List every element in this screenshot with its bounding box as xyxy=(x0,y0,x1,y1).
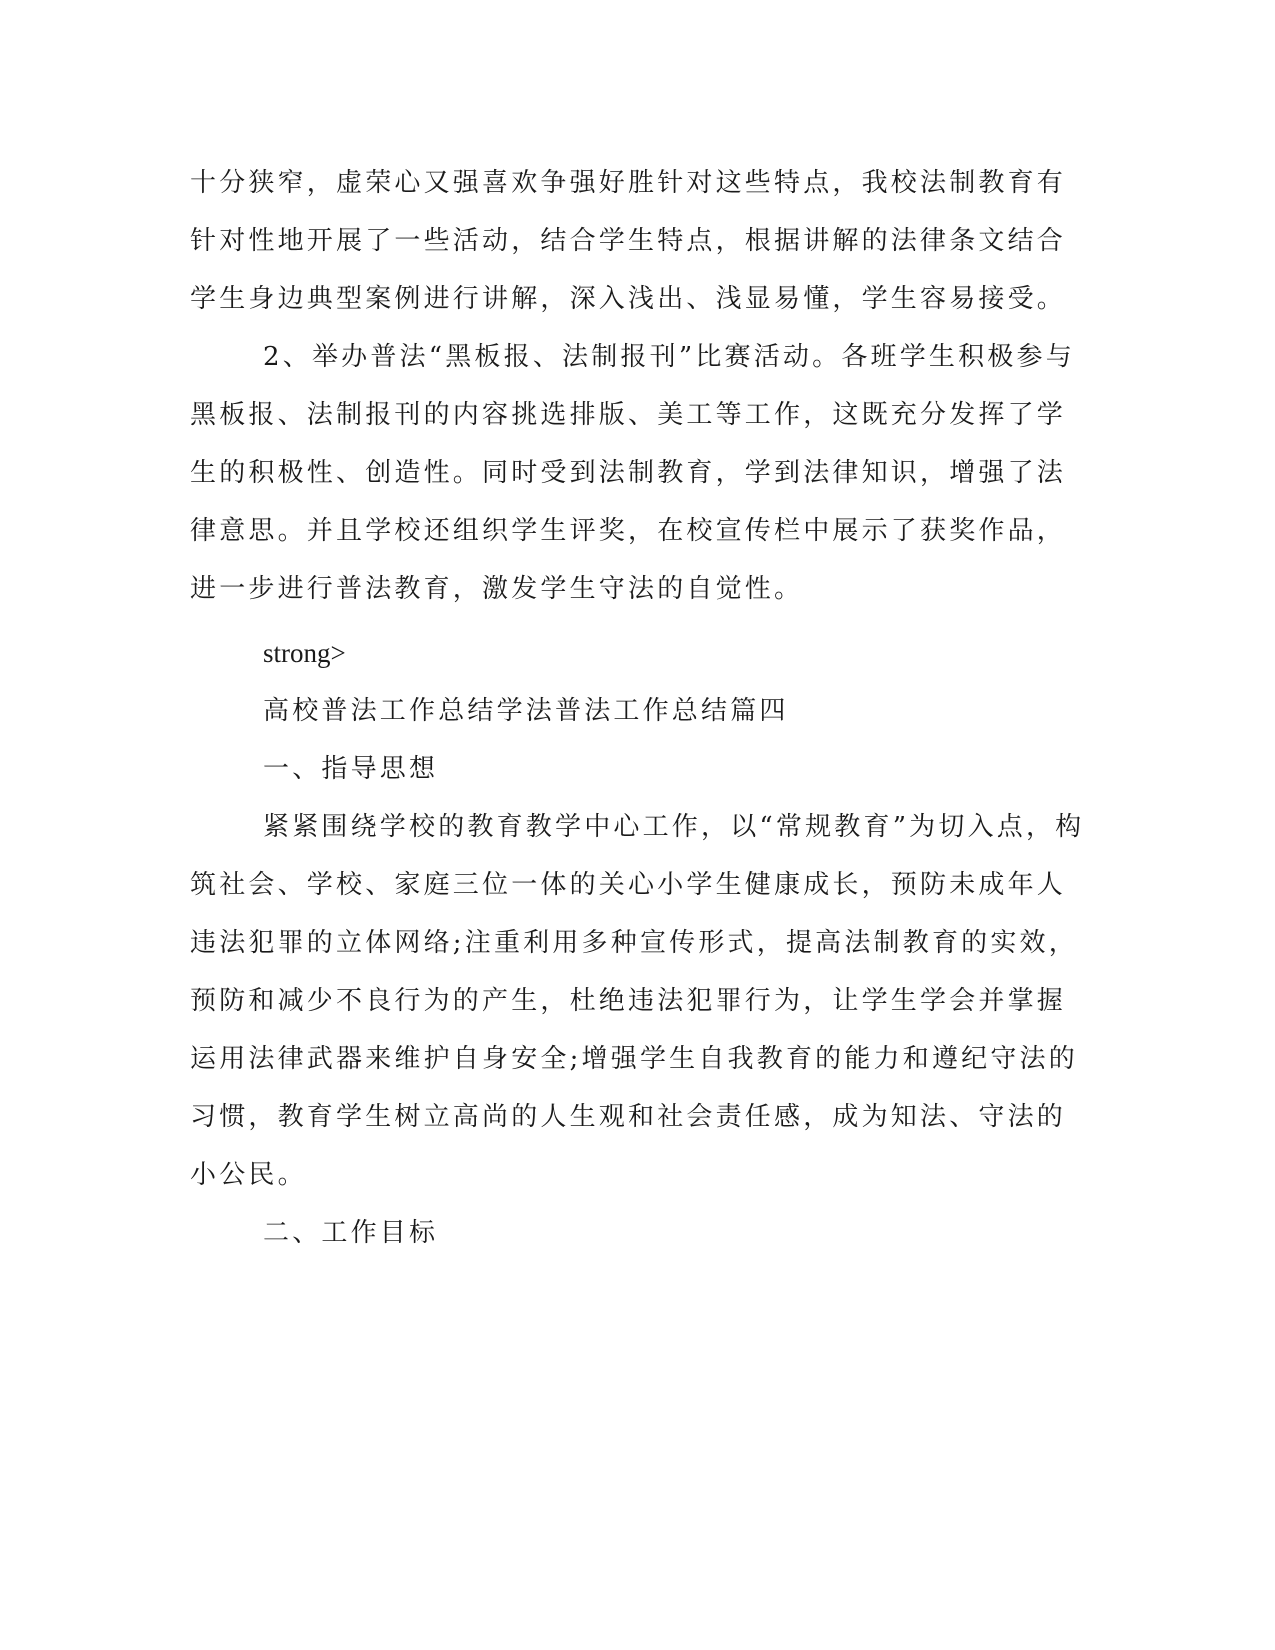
paragraph-line: 生的积极性、创造性。同时受到法制教育，学到法律知识，增强了法 xyxy=(190,458,1067,488)
paragraph-line: 违法犯罪的立体网络;注重利用多种宣传形式，提高法制教育的实效， xyxy=(190,928,1078,958)
section-heading: 高校普法工作总结学法普法工作总结篇四 xyxy=(263,696,789,726)
paragraph-line: 小公民。 xyxy=(190,1160,307,1190)
subsection-heading: 二、工作目标 xyxy=(263,1218,439,1248)
paragraph-line: 筑社会、学校、家庭三位一体的关心小学生健康成长，预防未成年人 xyxy=(190,870,1067,900)
paragraph-line: 紧紧围绕学校的教育教学中心工作，以“常规教育”为切入点，构 xyxy=(263,812,1085,842)
paragraph-line: 预防和减少不良行为的产生，杜绝违法犯罪行为，让学生学会并掌握 xyxy=(190,986,1067,1016)
paragraph-line: 运用法律武器来维护自身安全;增强学生自我教育的能力和遵纪守法的 xyxy=(190,1044,1078,1074)
paragraph-line: 十分狭窄，虚荣心又强喜欢争强好胜针对这些特点，我校法制教育有 xyxy=(190,168,1067,198)
paragraph-line: 针对性地开展了一些活动，结合学生特点，根据讲解的法律条文结合 xyxy=(190,226,1067,256)
paragraph-line: 习惯，教育学生树立高尚的人生观和社会责任感，成为知法、守法的 xyxy=(190,1102,1067,1132)
paragraph-line: 学生身边典型案例进行讲解，深入浅出、浅显易懂，学生容易接受。 xyxy=(190,284,1067,314)
paragraph-line: 2、举办普法“黑板报、法制报刊”比赛活动。各班学生积极参与 xyxy=(263,342,1075,372)
paragraph-line: 进一步进行普法教育，激发学生守法的自觉性。 xyxy=(190,574,804,604)
paragraph-line: 黑板报、法制报刊的内容挑选排版、美工等工作，这既充分发挥了学 xyxy=(190,400,1067,430)
paragraph-line: 律意思。并且学校还组织学生评奖，在校宣传栏中展示了获奖作品， xyxy=(190,516,1067,546)
stray-markup-text: strong> xyxy=(263,638,346,668)
subsection-heading: 一、指导思想 xyxy=(263,754,439,784)
